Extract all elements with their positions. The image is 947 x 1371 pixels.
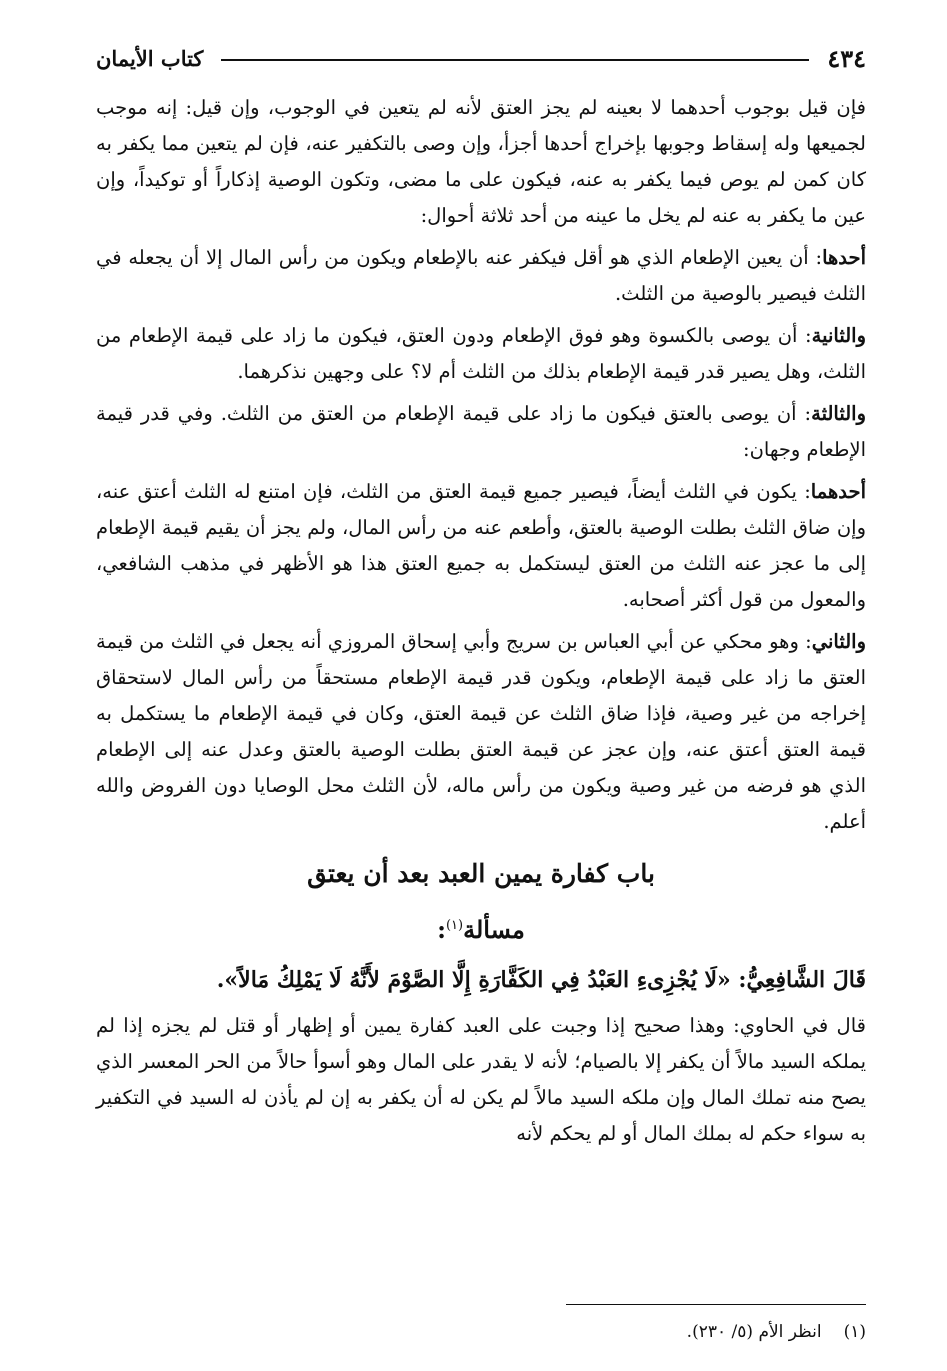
paragraph-text: قال في الحاوي: وهذا صحيح إذا وجبت على العبد كفارة يمين أو إظهار أو قتل لم يجزه إذا لم يملكه السيد مالاً أن يكفر إلا بالصيام؛ لأنه لا يقدر على المال وهو أسوأ حالاً من الحر المعسر الذي يصح منه تملك المال وإن ملكه السيد مالاً لم يكن له أن يكفر به إن لم يأذن له السيد في التكفير به سواء حكم له بملك المال أو لم يحكم لأنه (96, 1014, 866, 1145)
paragraph-text: فإن قيل بوجوب أحدهما لا بعينه لم يجز العتق لأنه لم يتعين في الوجوب، وإن قيل: إنه موجب لجميعها وله إسقاط وجوبها بإخراج أحدها أجزأ، وإن وصى بالتكفير عنه، فإن لم يتعين مما يكفر به كان كمن لم يوص فيما يكفر به عنه، فيكون على ما مضى، وتكون الوصية إذكاراً أو توكيداً، وإن عين ما يكفر به عنه لم يخل ما عينه من أحد ثلاثة أحوال: (96, 96, 866, 227)
paragraph-text: : يكون في الثلث أيضاً، فيصير جميع قيمة العتق من الثلث، فإن امتنع له الثلث أعتق عنه، وإن ضاق الثلث بطلت الوصية بالعتق، وأطعم عنه من رأس المال، ولم يجز أن يقيم قيمة الإطعام إلى ما عجز عنه الثلث من العتق ليستكمل به جميع العتق هذا هو الأظهر في مذهب الشافعي، والمعول من قول أكثر أصحابه. (96, 480, 866, 611)
footnote-ref: (١) (445, 918, 464, 933)
paragraph-lead: والثاني (811, 630, 866, 653)
paragraph-lead: والثالثة (811, 402, 866, 425)
header-rule (221, 59, 809, 61)
book-title: كتاب الأيمان (96, 45, 204, 71)
page-number: ٤٣٤ (827, 43, 866, 73)
running-header (96, 38, 866, 78)
chapter-heading: باب كفارة يمين العبد بعد أن يعتق (307, 859, 655, 888)
paragraph-intro (96, 90, 866, 234)
paragraph-lead: أحدها (822, 246, 866, 269)
paragraph-text: : وهو محكي عن أبي العباس بن سريج وأبي إسحاق المروزي أنه يجعل في الثلث من قيمة العتق ما زاد على قيمة الإطعام، ويكون قدر قيمة الإطعام مستحقاً من رأس المال لاستحقاق إخراجه من غير وصية، فإذا ضاق الثلث عن قيمة العتق، وكان في قيمة الإطعام ما يستكمل به قيمة العتق أعتق عنه، وإن عجز عن قيمة العتق بطلت الوصية بالعتق وعدل عنه إلى الإطعام الذي هو فرضه من غير وصية ويكون من رأس ماله، لأن الثلث محل الوصايا دون الفروض والله أعلم. (96, 630, 866, 833)
footnote (96, 1318, 866, 1346)
paragraph-lead: والثانية (811, 324, 866, 347)
issue-heading: مسألة$^{(١)}$: (437, 915, 525, 944)
paragraph-text: : أن يوصى بالكسوة وهو فوق الإطعام ودون العتق، فيكون ما زاد على قيمة الإطعام من الثلث، وهل يصير قدر قيمة الإطعام بذلك من الثلث أم لا؟ على وجهين نذكرهما. (96, 324, 866, 383)
issue-title: مسألة (463, 915, 525, 944)
paragraph-view-2 (96, 624, 866, 840)
paragraph-text: : أن يوصى بالعتق فيكون ما زاد على قيمة الإطعام من العتق من الثلث. وفي قدر قيمة الإطعام وجهان: (96, 402, 866, 461)
quoted-text: قَالَ الشَّافِعِيُّ: «لَا يُجْزِىءِ العَبْدُ فِي الكَفَّارَةِ إِلَّا الصَّوْمَ لأَنَّهُ لَا يَمْلِكُ مَالاً». (216, 967, 866, 993)
paragraph-case-3 (96, 396, 866, 468)
paragraph-view-1 (96, 474, 866, 618)
paragraph-case-1 (96, 240, 866, 312)
page (96, 38, 866, 1152)
paragraph-text: : أن يعين الإطعام الذي هو أقل فيكفر عنه بالإطعام ويكون من رأس المال إلا أن يجعله في الثلث فيصير بالوصية من الثلث. (96, 246, 866, 305)
footnote-rule (566, 1304, 866, 1305)
paragraph-case-2 (96, 318, 866, 390)
footnote-text: انظر الأم (٥/ ٢٣٠). (686, 1322, 822, 1342)
paragraph-final (96, 1008, 866, 1152)
paragraph-lead: أحدهما (810, 480, 866, 503)
footnote-number: (١) (843, 1322, 866, 1342)
